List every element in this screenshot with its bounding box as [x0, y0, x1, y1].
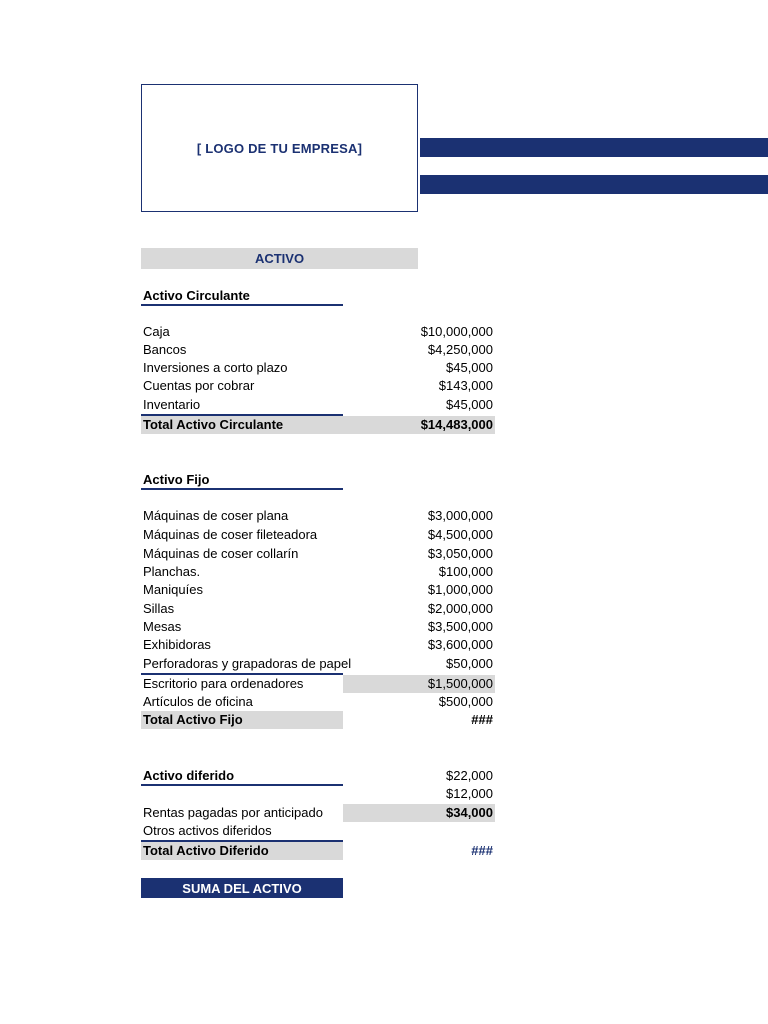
table-row [141, 785, 495, 803]
activo-diferido-title-row [141, 767, 495, 785]
row-label: Artículos de oficina [143, 694, 253, 709]
table-row [141, 822, 495, 840]
row-value: $2,000,000 [427, 601, 493, 616]
total-value: ### [471, 712, 493, 727]
row-value: $1,000,000 [427, 582, 493, 597]
row-label: Sillas [143, 601, 175, 616]
activo-header-label: ACTIVO [254, 251, 305, 266]
row-label: Máquinas de coser fileteadora [143, 527, 318, 542]
row-value: $50,000 [446, 656, 493, 671]
table-row [141, 581, 495, 599]
table-row [141, 618, 495, 636]
row-label: Rentas pagadas por anticipado [143, 805, 323, 820]
row-value: $10,000,000 [420, 324, 493, 339]
row-label: Máquinas de coser plana [143, 508, 289, 523]
row-value: $3,600,000 [427, 637, 493, 652]
total-row [141, 416, 495, 434]
row-value: $45,000 [446, 397, 493, 412]
row-value: $100,000 [438, 564, 493, 579]
activo-fijo-title: Activo Fijo [143, 472, 210, 487]
table-row [141, 341, 495, 359]
table-row [141, 693, 495, 711]
activo-diferido-title: Activo diferido [143, 768, 235, 783]
table-row [141, 323, 495, 341]
table-row [141, 563, 495, 581]
row-value: $12,000 [446, 786, 493, 801]
row-value: $3,050,000 [427, 546, 493, 561]
activo-circulante-title: Activo Circulante [143, 288, 250, 303]
row-label: Mesas [143, 619, 182, 634]
table-row [141, 377, 495, 395]
row-label: Exhibidoras [143, 637, 211, 652]
total-label: Total Activo Fijo [143, 712, 243, 727]
row-label: Inversiones a corto plazo [143, 360, 288, 375]
row-value: $3,500,000 [427, 619, 493, 634]
activo-header [141, 248, 418, 269]
row-value: $500,000 [438, 694, 493, 709]
row-label: Perforadoras y grapadoras de papel [143, 656, 352, 671]
row-label: Otros activos diferidos [143, 823, 272, 838]
row-label: Máquinas de coser collarín [143, 546, 299, 561]
total-value: $14,483,000 [420, 417, 493, 432]
table-row [141, 359, 495, 377]
table-row [141, 396, 495, 414]
table-row [141, 507, 495, 525]
row-value: $22,000 [446, 768, 493, 783]
row-value: $34,000 [446, 805, 493, 820]
row-value: $1,500,000 [427, 676, 493, 691]
total-value: ### [471, 843, 493, 858]
row-value: $4,250,000 [427, 342, 493, 357]
section-underline [141, 488, 343, 490]
row-value: $3,000,000 [427, 508, 493, 523]
total-row [141, 711, 495, 729]
table-row [141, 636, 495, 654]
row-label: Planchas. [143, 564, 201, 579]
suma-del-activo-label: SUMA DEL ACTIVO [182, 880, 302, 896]
table-row [141, 655, 495, 673]
logo-text: [ LOGO DE TU EMPRESA] [196, 140, 363, 156]
table-row [141, 600, 495, 618]
row-label: Cuentas por cobrar [143, 378, 255, 393]
table-row [141, 545, 495, 563]
total-label: Total Activo Diferido [143, 843, 269, 858]
table-row [141, 675, 495, 693]
total-row [141, 842, 495, 860]
row-label: Inventario [143, 397, 201, 412]
total-label: Total Activo Circulante [143, 417, 284, 432]
section-underline [141, 304, 343, 306]
header-band-top [420, 138, 768, 157]
row-value: $4,500,000 [427, 527, 493, 542]
row-label: Escritorio para ordenadores [143, 676, 304, 691]
company-logo-placeholder [141, 84, 418, 212]
row-value: $143,000 [438, 378, 493, 393]
row-value: $45,000 [446, 360, 493, 375]
header-band-bottom [420, 175, 768, 194]
table-row [141, 804, 495, 822]
row-label: Bancos [143, 342, 187, 357]
row-label: Caja [143, 324, 170, 339]
suma-del-activo-bar [141, 878, 343, 898]
table-row [141, 526, 495, 544]
row-label: Maniquíes [143, 582, 203, 597]
